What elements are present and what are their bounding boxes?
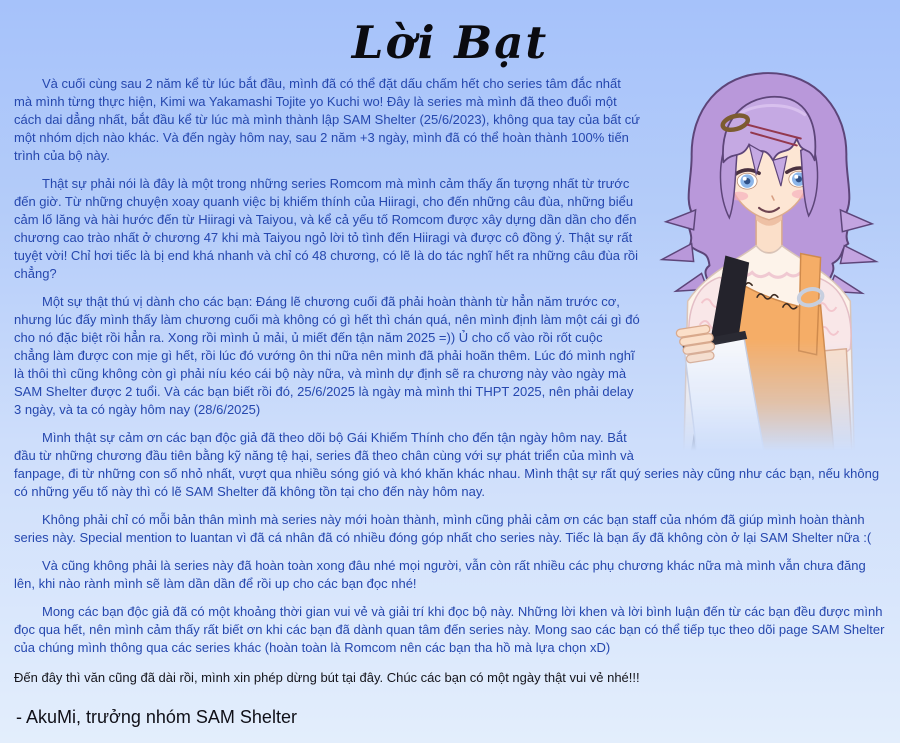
- paragraph-2: Thật sự phải nói là đây là một trong những series Romcom mà mình cảm thấy ấn tượng nhất từ trước đến giờ. Từ những chuyện xoay quanh việc bị khiếm thính của Hiiragi, cho đến những câu đùa, những biểu cảm lố lăng và hài hước đến từ Hiiragi và Taiyou, và kể cả yếu tố Romcom được xây dựng dần dần cho đến chương cao trào nhất ở chương 47 khi mà Taiyou ngỏ lời tỏ tình đến Hiiragi và được cô đồng ý. Thật sự rất tuyệt vời! Chỉ hơi tiếc là bị end khá nhanh và chỉ có 48 chương, có lẽ là do tác nghĩ hết ra những câu đùa rồi chẳng?: [14, 176, 639, 281]
- afterword-content: [0, 75, 900, 728]
- paragraph-5: Không phải chỉ có mỗi bản thân mình mà series này mới hoàn thành, mình cũng phải cảm ơn các bạn staff của nhóm đã giúp mình hoàn thành series này. Special mention to luantan vì đã cá nhân đã có nhiều đóng góp nhất cho series này. Tiếc là bạn ấy đã không còn ở lại SAM Shelter nữa :(: [14, 512, 872, 545]
- paragraph-3: Một sự thật thú vị dành cho các bạn: Đáng lẽ chương cuối đã phải hoàn thành từ hẳn năm trước cơ, nhưng lúc đấy mình thấy làm chương cuối mà không có gì hết thì chán quá, nên mình định làm một cái gì đó cho nó đặc biệt rồi hẳn ra. Xong rồi mình ủ mải, ủ miết đến tận năm 2025 =)) Ủ cho cố vào rồi rốt cuộc chẳng làm được con mịe gì hết, rồi lúc đó vướng ôn thi nữa nên mình đã phải hoãn thêm. Lúc đó mình nghĩ là thôi thì cũng không còn gì phải níu kéo cái bộ này nữa, và mình dự định sẽ ra chương này vào ngày mà SAM Shelter được 2 tuổi. Và các bạn biết rồi đó, 25/6/2025 là ngày mà mình thi THPT 2025, nên phải delay 3 ngày, và ta có ngày hôm nay (28/6/2025): [14, 294, 640, 417]
- paragraph-6: Và cũng không phải là series này đã hoàn toàn xong đâu nhé mọi người, vẫn còn rất nhiều các phụ chương khác nữa mà mình vẫn chưa đăng lên, khi nào rành mình sẽ làm dần dần để rồi up cho các bạn đọc nhé!: [14, 558, 866, 591]
- paragraph-1: Và cuối cùng sau 2 năm kể từ lúc bắt đầu, mình đã có thể đặt dấu chấm hết cho series tâm đắc nhất mà mình từng thực hiện, Kimi wa Yakamashi Tojite yo Kuchi wo! Đây là series mà mình đã theo đuổi một cách dai dẳng nhất, bắt đầu kể từ lúc mà mình thành lập SAM Shelter (25/6/2023), không qua tay của bất cứ một nhóm dịch nào khác. Và đến ngày hôm nay, sau 2 năm +3 ngày, mình đã có thể hoàn thành 100% tiến trình của bộ này.: [14, 76, 640, 163]
- page-title: Lời Bạt: [351, 16, 549, 69]
- character-illustration: [650, 61, 888, 459]
- anime-girl-icon: [650, 61, 888, 458]
- paragraph-7: Mong các bạn độc giả đã có một khoảng thời gian vui vẻ và giải trí khi đọc bộ này. Những lời khen và lời bình luận đến từ các bạn đều được mình đọc qua hết, nên mình cảm thấy rất biết ơn khi các bạn đã dành quan tâm đến series này. Mong sao các bạn có thể tiếp tục theo dõi page SAM Shelter của chúng mình thông qua các series khác (hoàn toàn là Romcom nên các bạn tha hồ mà lựa chọn xD): [14, 604, 885, 655]
- signature: - AkuMi, trưởng nhóm SAM Shelter: [16, 707, 297, 727]
- paragraph-4: Mình thật sự cảm ơn các bạn độc giả đã theo dõi bộ Gái Khiếm Thính cho đến tận ngày hôm nay. Bắt đầu từ những chương đầu tiên bằng kỹ năng tệ hại, series đã theo chân cùng với sự phát triển của mình và fanpage, đi từ những con số nhỏ nhất, vượt qua nhiều sóng gió và khó khăn khác nhau. Mình thật sự rất quý series này cũng như các bạn, nếu không có những yếu tố này thì có lẽ SAM Shelter đã không tồn tại cho đến này hôm nay.: [14, 430, 880, 499]
- closing-line: Đến đây thì văn cũng đã dài rồi, mình xin phép dừng bút tại đây. Chúc các bạn có một ngày thật vui vẻ nhé!!!: [14, 670, 640, 685]
